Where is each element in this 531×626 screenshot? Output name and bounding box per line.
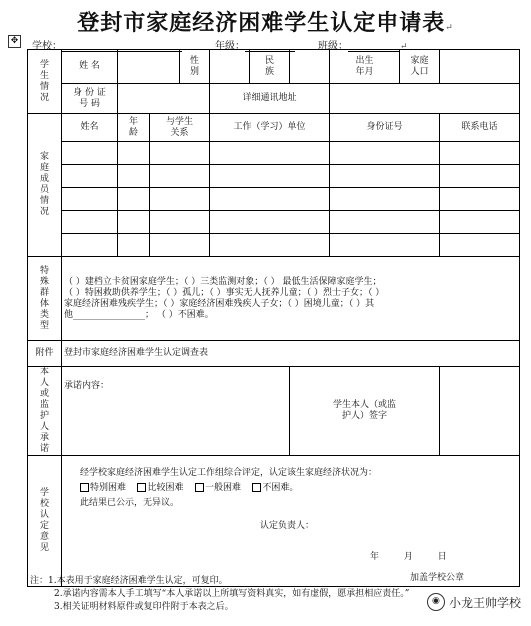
grade-label: 年级：: [215, 41, 245, 52]
class-label: 班级：: [318, 41, 348, 52]
watermark-text: 小龙王帅学校: [448, 595, 521, 610]
name-label: 姓 名: [62, 50, 118, 84]
promise-section-label: 本 人 或 监 护 人 承 诺: [28, 367, 62, 456]
date-line: 年 月 日: [370, 552, 447, 562]
name-field[interactable]: [118, 50, 180, 84]
family-col-name: 姓名: [62, 114, 118, 142]
option-label: 比较困难: [147, 483, 184, 493]
family-row[interactable]: [28, 188, 520, 211]
option-label: 不困难。: [262, 483, 299, 493]
gender-label: 性 别: [180, 50, 210, 84]
id-label: 身 份 证 号 码: [62, 84, 118, 114]
student-section-label: 学 生 情 况: [28, 50, 62, 114]
id-field[interactable]: [118, 84, 210, 114]
signature-label: 学生本人（或监 护人）签字: [290, 367, 440, 456]
watermark: [427, 593, 521, 611]
wechat-logo-icon: ◉: [427, 593, 445, 611]
option-label: 一般困难: [204, 483, 241, 493]
special-line: （ ）建档立卡贫困家庭学生；（ ）三类监测对象；（ ） 最低生活保障家庭学生；: [64, 276, 382, 287]
checkbox-icon[interactable]: [195, 483, 204, 492]
officer-label: 认定负责人：: [260, 521, 315, 531]
family-col-phone: 联系电话: [440, 114, 520, 142]
school-opinion-block: [62, 456, 520, 587]
family-col-id: 身份证号: [330, 114, 440, 142]
gender-field[interactable]: [210, 50, 250, 84]
note-line: 3.相关证明材料原件或复印件附于本表之后。: [54, 602, 234, 612]
ethnicity-field[interactable]: [290, 50, 330, 84]
promise-content-field[interactable]: [62, 367, 290, 456]
level-options[interactable]: [80, 481, 515, 496]
family-col-relation: 与学生 关系: [150, 114, 210, 142]
address-label: 详细通讯地址: [210, 84, 330, 114]
special-section-label: 特 殊 群 体 类 型: [28, 257, 62, 341]
family-row[interactable]: [28, 234, 520, 257]
move-handle-icon[interactable]: ✥: [8, 35, 21, 48]
school-section-label: 学 校 认 定 意 见: [28, 456, 62, 587]
special-line: （ ）特困救助供养学生；（ ）孤儿；（ ）事实无人抚养儿童；（ ）烈士子女；（ ）: [64, 287, 385, 298]
birth-label: 出生 年月: [330, 50, 400, 84]
note-line: 注：1.本表用于家庭经济困难学生认定，可复印。: [30, 576, 228, 586]
school-label: 学校：: [32, 41, 62, 52]
checkbox-icon[interactable]: [137, 483, 146, 492]
class-field[interactable]: 班级： ↵: [318, 41, 408, 52]
checkbox-icon[interactable]: [252, 483, 261, 492]
ethnicity-label: 民 族: [250, 50, 290, 84]
attachment-content: 登封市家庭经济困难学生认定调查表: [62, 341, 520, 367]
school-line1: 经学校家庭经济困难学生认定工作组综合评定，认定该生家庭经济状况为：: [80, 468, 378, 478]
family-section-label: 家 庭 成 员 情 况: [28, 114, 62, 257]
promise-content-label: 承诺内容：: [64, 381, 110, 391]
family-row[interactable]: [28, 211, 520, 234]
stamp-label: 加盖学校公章: [410, 573, 465, 583]
school-line3: 此结果已公示，无异议。: [80, 498, 180, 508]
family-col-age: 年 龄: [118, 114, 150, 142]
checkbox-icon[interactable]: [80, 483, 89, 492]
application-form-table: [27, 49, 520, 587]
household-label: 家庭 人口: [400, 50, 440, 84]
special-options[interactable]: [62, 257, 520, 341]
family-row[interactable]: [28, 165, 520, 188]
family-col-work: 工作（学习）单位: [210, 114, 330, 142]
option-label: 特别困难: [90, 483, 127, 493]
special-line: 他________________； （ ）不困难。: [64, 309, 214, 320]
page-title: 登封市家庭经济困难学生认定申请表↵: [77, 10, 454, 36]
household-field[interactable]: [440, 50, 520, 84]
note-line: 2.承诺内容需本人手工填写“本人承诺以上所填写资料真实，如有虚假，愿承担相应责任。”: [54, 589, 410, 599]
signature-field[interactable]: [440, 367, 520, 456]
address-field[interactable]: [330, 84, 520, 114]
attachment-label: 附件: [28, 341, 62, 367]
family-row[interactable]: [28, 142, 520, 165]
special-line: 家庭经济困难残疾学生；（ ）家庭经济困难残疾人子女；（ ）困境儿童；（ ）其: [64, 298, 375, 309]
